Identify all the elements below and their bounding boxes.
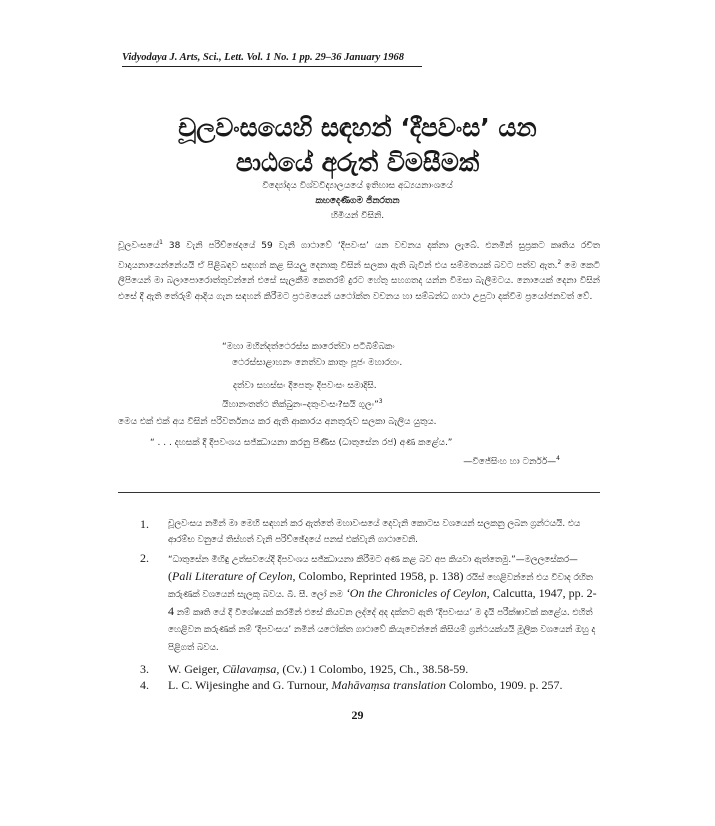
translation-quote: “ . . . දහසක් දී දීපවංශය සජ්ඣායනා කරනු පිණිස (ධාතුසේන රජ) අණ කළේය.” (150, 438, 453, 448)
footnote-text: “ධාතුසේන මිහිඳු උත්සවයේදී දීපවංශය සජ්ඣායනා කිරීමට අණ කළ බව අප කියවා ඇත්තෙමු.”—මලලසේකර— (Pali Literature of Ceylon, Colombo, Reprinted 1958, p. 138) රයිස් හෙළිවන්නේ එය විවාද රහිත කරුණක් වශයෙන් සැලකූ බවය. බී. සී. ලෝ නම ‘On the Chronicles of Ceylon, Calcutta, 1947, pp. 2-4 නම් කෘති යේ දී විශේෂයක් කරමින් එසේ කියවන ලද්දේ අද දක්නට ඇති ‘දීපවංසය’ ම දැයි පරීක්ෂාවක් කළේය. එහිත් හෙළිවන කරුණක් නම් ‘දීපවංසය’ නමින් යථෝක්ත ගාථාවේ කියැවෙන්නේ කිසියම් ග්‍රන්ථයක්යයි මූලික වශයෙන් ඔහු ද පිළිගත් බවය. (168, 555, 597, 653)
footnote-ref-3: 3 (378, 398, 383, 405)
footnote-text: W. Geiger, Cūlavaṃsa, (Cv.) 1 Colombo, 1925, Ch., 38.58-59. (168, 662, 469, 676)
translation-attribution: —විජේසිංහ හා ටර්නර්—$^4$ (463, 455, 560, 467)
footnote-text: චූලවංසය නමින් මා මෙහි සඳහන් කර ඇත්තේ මහාවංසයේ දෙවැනි කොටස වශයෙන් සලකනු ලබන ග්‍රන්ථයයි. එය ආරම්භ වනුයේ තිස්හත් වැනි පරිච්ඡේදයේ පනස් එක්වැනි ගාථාවෙනි. (168, 519, 581, 545)
footnote-number: 2. (140, 551, 149, 565)
author-affiliation: විද්‍යෝදය විශ්වවිද්‍යාලයයේ ඉතිහාස අධ්‍යයනාංශයේ (262, 181, 453, 191)
article-title-line-1: චූලවංසයෙහි සඳහන් ‘දීපවංස’ යන (178, 113, 537, 142)
verse-line-1: “මහා මහින්දත්ථෙරස්ස කාරෙත්වා පටිබිම්බකං (222, 342, 395, 352)
footnote-rule (118, 492, 600, 493)
footnote-number: 3. (140, 662, 149, 676)
footnote-number: 1. (140, 517, 149, 531)
author-suffix: හිමියන් විසිනි. (330, 211, 385, 221)
header-rule (122, 66, 422, 67)
footnote-ref-4: 4 (556, 455, 560, 462)
verse-line-2: ථෙරස්සාළාහනං නෙත්වා කාතුං පූජං මහාරහං. (232, 358, 403, 368)
after-verse-text: මෙය එක් එක් අය විසින් පරිවර්තනය කර ඇති ආකාරය අනතුරුව සලකා බැලිය යුතුය. (118, 417, 437, 427)
intro-paragraph: චූලවංසයේ$^1$ 38 වැනි පරිච්ඡෙදයේ 59 වැනි ගාථාවේ ‘දීපවංස’ යන වචනය දක්නා ලැබේ. එනමින් සුප්‍රකට කෘතිය රචිත වාදායනායෙන්නේයයි ඒ පිළිබඳව සඳහන් කළ සියලු දෙනාකු විසින් සලකා ඇති බැවින් එය සම්මතයක් බවට පත්ව ඇත.$^2$ මෙ කෙටි ලිපියෙන් මා බලාපොරොත්තුවන්නේ එසේ සැලකීම කෙතරම් දුරට හේතු සහගතද යන්න විමසා බැලීමටය. නොයෙක් දෙනා විසින් එසේ දී ඇති තේරුම් ආදිය ගැන සඳහන් කිරීමට ප්‍රථමයෙන් යථෝක්ත වචනය හා සම්බන්ධ ගාථා උපුටා දක්වීම ප්‍රයෝජනවත් වේ. (118, 239, 600, 302)
verse-line-4: යිහානංතත්ථ තික්ඛුනං–දතුංවංසං?සයි ගුලං”$^3$ (222, 398, 383, 410)
journal-citation: Vidyodaya J. Arts, Sci., Lett. Vol. 1 No. 1 pp. 29–36 January 1968 (122, 52, 404, 63)
article-title-line-2: පාඨයේ අරුත් විමසීමක් (235, 148, 480, 177)
page-number: 29 (351, 708, 364, 722)
author-name: කහදෙණිගම ජිනරතන (315, 196, 400, 206)
footnote-ref-1: 1 (159, 239, 163, 246)
footnote-text: L. C. Wijesinghe and G. Turnour, Mahāvaṃsa translation Colombo, 1909. p. 257. (168, 678, 563, 692)
verse-line-3: දත්වා සහස්සං දීපෙතුං දීපවංසං සමාදිසි. (233, 381, 377, 391)
footnote-number: 4. (140, 678, 149, 692)
footnote-ref-2: 2 (557, 258, 562, 266)
